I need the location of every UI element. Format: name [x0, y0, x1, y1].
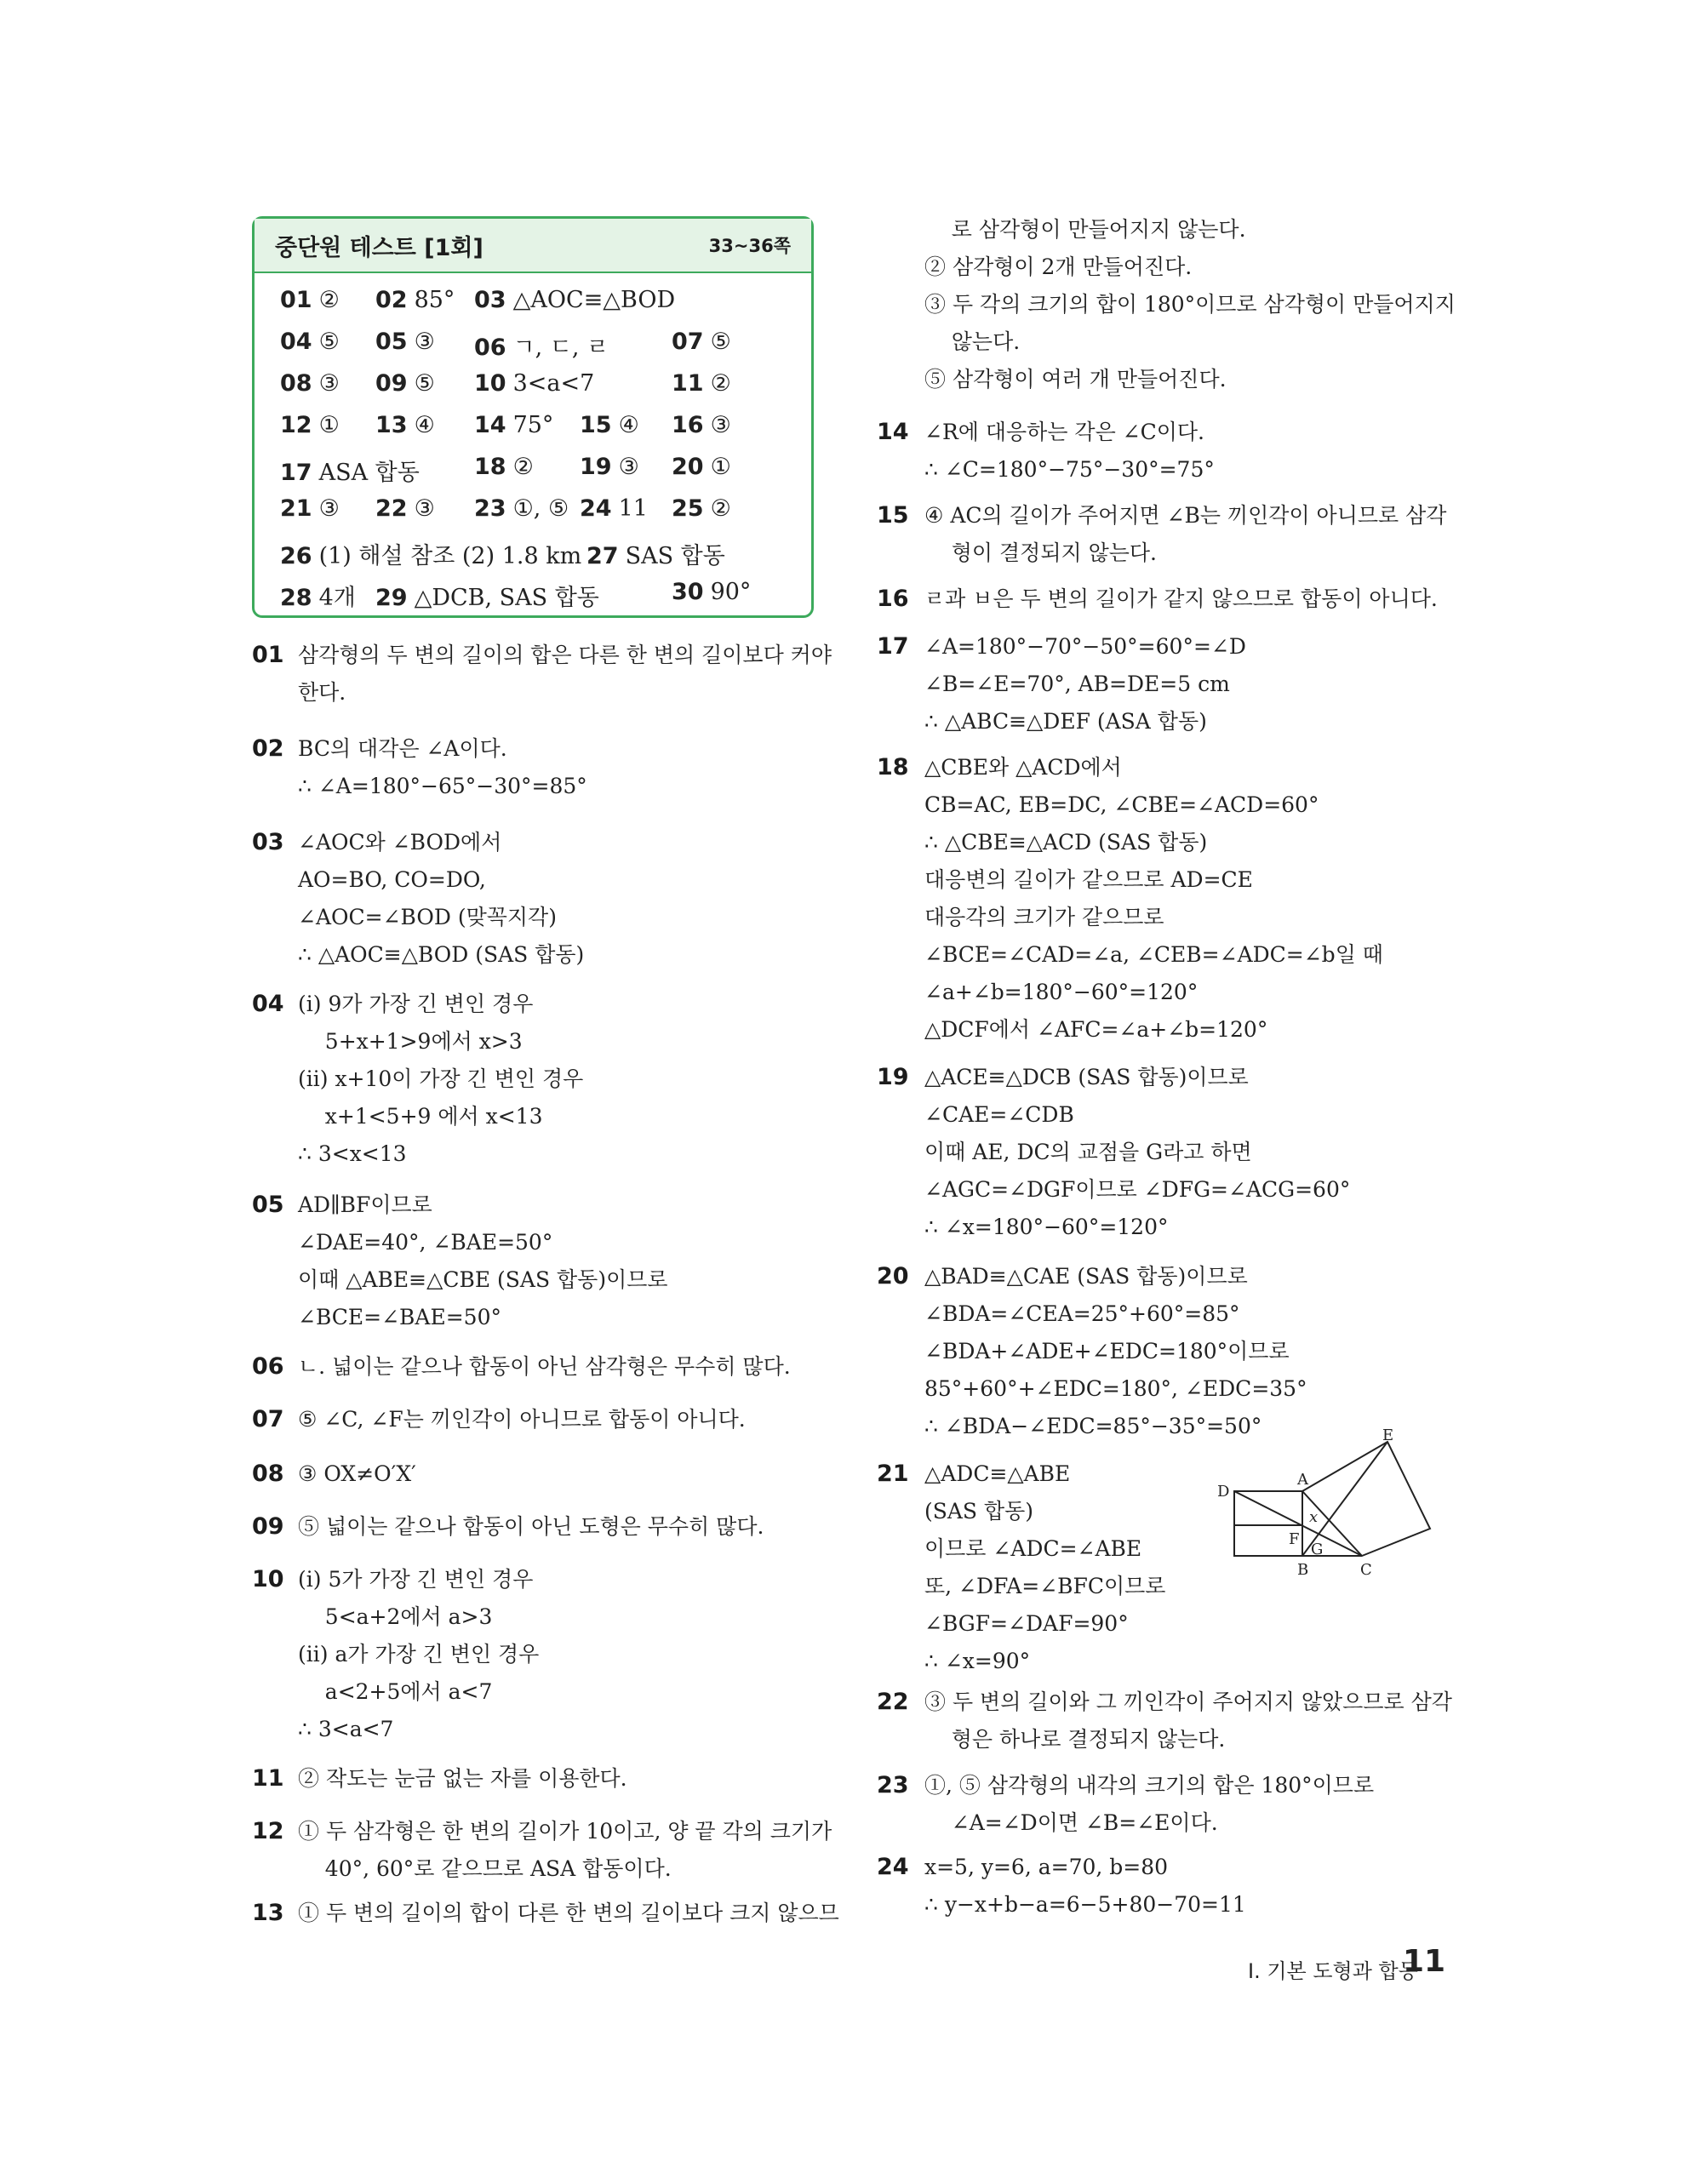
answer-item: [280, 412, 340, 438]
solution-body: [298, 1895, 839, 1932]
solution-line: ∠DAE=40°, ∠BAE=50°: [298, 1230, 553, 1255]
answer-number: 12: [280, 412, 312, 438]
answer-item: [280, 370, 340, 397]
answer-number: 15: [580, 412, 612, 438]
solution-number: 08: [252, 1461, 284, 1487]
answer-value: ㄱ, ㄷ, ㄹ: [512, 334, 609, 361]
solution-number: 16: [877, 586, 909, 612]
solution-line: ∴ △ABC≡△DEF (ASA 합동): [924, 709, 1207, 734]
solution-line: △DCF에서 ∠AFC=∠a+∠b=120°: [924, 1017, 1268, 1042]
solution-number: 03: [252, 829, 284, 855]
geometry-figure: [1207, 1426, 1445, 1621]
answer-number: 05: [375, 329, 408, 355]
solution-line: ④ AC의 길이가 주어지면 ∠B는 끼인각이 아니므로 삼각: [924, 503, 1447, 528]
answer-number: 26: [280, 543, 312, 569]
answer-number: 10: [474, 370, 506, 397]
answer-item: [474, 495, 569, 522]
solution-number: 10: [252, 1566, 284, 1592]
answer-item: [280, 287, 340, 313]
solution-body: [924, 1258, 1469, 1445]
answer-value: ④: [414, 412, 435, 438]
solution-line: ② 작도는 눈금 없는 자를 이용한다.: [298, 1766, 627, 1791]
answer-value: ②: [318, 287, 340, 313]
answer-value: 90°: [710, 579, 752, 605]
solution-line: a<2+5에서 a<7: [298, 1679, 493, 1704]
solution-body: [298, 1813, 832, 1888]
solution-line: ∴ ∠x=180°−60°=120°: [924, 1215, 1169, 1239]
solution-line: 한다.: [298, 680, 346, 705]
answer-number: 22: [375, 495, 408, 522]
solution-line: x=5, y=6, a=70, b=80: [924, 1855, 1169, 1879]
solution-body: [298, 1186, 809, 1336]
answer-item: [375, 495, 435, 522]
answer-item: [672, 579, 751, 605]
solution-line: 40°, 60°로 같으므로 ASA 합동이다.: [298, 1856, 672, 1881]
solution-number: 11: [252, 1765, 284, 1792]
answer-value: ④: [618, 412, 639, 438]
answer-value: ③: [414, 495, 435, 522]
label-d: D: [1217, 1483, 1230, 1501]
answer-number: 02: [375, 287, 408, 313]
answer-number: 01: [280, 287, 312, 313]
answer-box-page-range: 33~36쪽: [708, 236, 791, 256]
solution-number: 01: [252, 642, 284, 668]
solution-line: ∠AOC와 ∠BOD에서: [298, 830, 502, 855]
solution-line: ㄴ. 넓이는 같으나 합동이 아닌 삼각형은 무수히 많다.: [298, 1354, 791, 1379]
answer-value: 11: [618, 495, 648, 522]
answer-item: [474, 329, 609, 362]
solution-line: ∠AOC=∠BOD (맞꼭지각): [298, 905, 557, 929]
answer-number: 13: [375, 412, 408, 438]
solution-line: AO=BO, CO=DO,: [298, 867, 486, 892]
solution-line: ① 두 삼각형은 한 변의 길이가 10이고, 양 끝 각의 크기가: [298, 1819, 832, 1844]
answer-item: [474, 287, 675, 313]
answer-item: [280, 454, 420, 487]
solution-line: ∠a+∠b=180°−60°=120°: [924, 980, 1199, 1004]
solution-line: ∠B=∠E=70°, AB=DE=5 cm: [924, 672, 1230, 696]
solution-number: 07: [252, 1406, 284, 1432]
solution-line: ⑤ 삼각형이 여러 개 만들어진다.: [924, 367, 1227, 392]
solution-line: △CBE와 △ACD에서: [924, 755, 1122, 780]
solution-line: (ⅰ) 5가 가장 긴 변인 경우: [298, 1567, 534, 1592]
answer-value: 85°: [414, 287, 455, 313]
answer-value: ②: [512, 454, 534, 480]
answer-number: 16: [672, 412, 704, 438]
solution-body: [298, 637, 832, 712]
answer-number: 29: [375, 585, 408, 611]
solution-line: ∠BDA+∠ADE+∠EDC=180°이므로: [924, 1339, 1290, 1364]
answer-number: 08: [280, 370, 312, 397]
solution-number: 15: [877, 502, 909, 529]
answer-value: ②: [710, 370, 731, 397]
solution-body: [298, 1401, 809, 1438]
solution-line: ⑤ ∠C, ∠F는 끼인각이 아니므로 합동이 아니다.: [298, 1407, 746, 1432]
label-g: G: [1311, 1541, 1324, 1558]
solution-line: 이므로 ∠ADC=∠ABE: [924, 1536, 1142, 1561]
solution-body: [298, 986, 809, 1173]
solution-number: 05: [252, 1192, 284, 1218]
answer-item: [580, 454, 639, 480]
answer-item: [580, 412, 639, 438]
label-b: B: [1297, 1561, 1309, 1579]
solution-number: 21: [877, 1461, 909, 1487]
label-c: C: [1360, 1561, 1372, 1579]
answer-value: ⑤: [414, 370, 435, 397]
answer-box-title: 중단원 테스트 [1회]: [275, 234, 483, 261]
solution-line: △BAD≡△CAE (SAS 합동)이므로: [924, 1264, 1248, 1289]
label-f: F: [1289, 1530, 1300, 1548]
segment-be: [1302, 1442, 1387, 1556]
solution-number: 17: [877, 633, 909, 660]
answer-number: 21: [280, 495, 312, 522]
solution-line: (ⅰ) 9가 가장 긴 변인 경우: [298, 992, 534, 1016]
solution-body: [924, 1684, 1469, 1758]
answer-item: [586, 537, 725, 570]
solution-line: ② 삼각형이 2개 만들어진다.: [924, 254, 1193, 279]
solution-body: [924, 749, 1469, 1049]
answer-value: SAS 합동: [625, 543, 725, 569]
solution-line: x+1<5+9 에서 x<13: [298, 1104, 543, 1129]
solution-line: 이때 AE, DC의 교점을 G라고 하면: [924, 1140, 1252, 1164]
solution-line: 로 삼각형이 만들어지지 않는다.: [924, 217, 1246, 242]
answer-number: 30: [672, 579, 704, 605]
solution-line: ∠AGC=∠DGF이므로 ∠DFG=∠ACG=60°: [924, 1177, 1351, 1202]
solution-line: ∴ △AOC≡△BOD (SAS 합동): [298, 942, 585, 967]
solution-line: ∠BGF=∠DAF=90°: [924, 1611, 1129, 1636]
solution-line: 85°+60°+∠EDC=180°, ∠EDC=35°: [924, 1376, 1307, 1401]
solution-number: 09: [252, 1513, 284, 1540]
answer-value: ③: [414, 329, 435, 355]
answer-item: [280, 579, 356, 612]
solution-line: (SAS 합동): [924, 1499, 1034, 1524]
solution-line: ㄹ과 ㅂ은 두 변의 길이가 같지 않으므로 합동이 아니다.: [924, 586, 1438, 611]
solution-number: 22: [877, 1689, 909, 1715]
answer-item: [375, 287, 455, 313]
answer-number: 07: [672, 329, 704, 355]
answer-value: ③: [618, 454, 639, 480]
answer-value: ①: [710, 454, 731, 480]
solution-number: 18: [877, 754, 909, 780]
answer-value: △DCB, SAS 합동: [414, 585, 599, 611]
label-e: E: [1382, 1426, 1394, 1444]
solution-line: ∴ 3<x<13: [298, 1141, 407, 1166]
solution-line: AD∥BF이므로: [298, 1192, 432, 1217]
answer-value: ③: [318, 495, 340, 522]
solution-body: [924, 1059, 1469, 1246]
answer-item: [672, 329, 731, 355]
solution-line: 대응각의 크기가 같으므로: [924, 905, 1164, 929]
answer-item: [474, 454, 534, 480]
answer-item: [375, 579, 599, 612]
solution-body: [298, 1561, 809, 1748]
solution-line: (ⅱ) x+10이 가장 긴 변인 경우: [298, 1066, 584, 1091]
solution-body: [298, 1455, 809, 1493]
solution-body: [924, 414, 1469, 489]
answer-number: 27: [586, 543, 619, 569]
footer-section-label: Ⅰ. 기본 도형과 합동: [1248, 1959, 1418, 1983]
solution-body: [924, 1767, 1469, 1842]
solution-line: ③ 두 변의 길이와 그 끼인각이 주어지지 않았으므로 삼각: [924, 1689, 1452, 1714]
solution-body: [924, 497, 1469, 572]
answer-number: 23: [474, 495, 506, 522]
page-number: 11: [1403, 1944, 1446, 1979]
answer-value: ③: [318, 370, 340, 397]
answer-number: 25: [672, 495, 704, 522]
answer-value: 3<a<7: [512, 370, 595, 397]
solution-body: [924, 211, 1469, 398]
answer-item: [375, 370, 435, 397]
answer-number: 18: [474, 454, 506, 480]
solution-number: 06: [252, 1353, 284, 1380]
answer-item: [280, 329, 340, 355]
label-a: A: [1297, 1471, 1308, 1489]
solution-line: 5<a+2에서 a>3: [298, 1604, 493, 1629]
answer-number: 04: [280, 329, 312, 355]
solution-line: ∠A=∠D이면 ∠B=∠E이다.: [924, 1810, 1218, 1835]
answer-value: ③: [710, 412, 731, 438]
solution-line: ∠BCE=∠CAD=∠a, ∠CEB=∠ADC=∠b일 때: [924, 942, 1383, 967]
solution-line: (ⅱ) a가 가장 긴 변인 경우: [298, 1642, 540, 1667]
answer-value: ⑤: [710, 329, 731, 355]
solution-number: 12: [252, 1818, 284, 1844]
label-x: x: [1309, 1508, 1319, 1526]
solution-number: 24: [877, 1854, 909, 1880]
solution-line: 대응변의 길이가 같으므로 AD=CE: [924, 867, 1253, 892]
solution-number: 14: [877, 419, 909, 445]
solution-line: BC의 대각은 ∠A이다.: [298, 736, 507, 761]
answer-number: 19: [580, 454, 612, 480]
solution-body: [298, 824, 809, 974]
solution-line: ⑤ 넓이는 같으나 합동이 아닌 도형은 무수히 많다.: [298, 1514, 764, 1539]
solution-line: ∴ y−x+b−a=6−5+80−70=11: [924, 1892, 1246, 1917]
solution-body: [924, 628, 1469, 740]
answer-number: 14: [474, 412, 506, 438]
solution-number: 19: [877, 1064, 909, 1090]
solution-body: [298, 730, 809, 805]
solution-line: ∠R에 대응하는 각은 ∠C이다.: [924, 420, 1204, 444]
answer-item: [375, 412, 435, 438]
solution-line: 이때 △ABE≡△CBE (SAS 합동)이므로: [298, 1267, 668, 1292]
answer-item: [280, 537, 581, 570]
answer-item: [672, 412, 731, 438]
answer-value: ⑤: [318, 329, 340, 355]
solution-line: ①, ⑤ 삼각형의 내각의 크기의 합은 180°이므로: [924, 1773, 1375, 1798]
solution-line: ∴ △CBE≡△ACD (SAS 합동): [924, 830, 1208, 855]
answer-number: 17: [280, 460, 312, 486]
solution-body: [924, 580, 1469, 618]
answer-value: △AOC≡△BOD: [512, 287, 676, 313]
solution-line: 형이 결정되지 않는다.: [924, 540, 1157, 565]
answer-box-header: [255, 219, 811, 273]
answer-item: [474, 412, 553, 438]
solution-line: ③ OX≠O′X′: [298, 1461, 416, 1486]
answer-item: [375, 329, 435, 355]
answer-box: [252, 216, 814, 618]
answer-value: ②: [710, 495, 731, 522]
answer-item: [580, 495, 648, 522]
solution-number: 04: [252, 991, 284, 1017]
solution-line: 5+x+1>9에서 x>3: [298, 1029, 523, 1054]
solution-body: [924, 1849, 1469, 1924]
solution-line: 형은 하나로 결정되지 않는다.: [924, 1727, 1226, 1752]
answer-number: 28: [280, 585, 312, 611]
solution-line: ∴ ∠BDA−∠EDC=85°−35°=50°: [924, 1414, 1262, 1438]
solution-line: ③ 두 각의 크기의 합이 180°이므로 삼각형이 만들어지지: [924, 292, 1456, 317]
solution-line: ① 두 변의 길이의 합이 다른 한 변의 길이보다 크지 않으므: [298, 1901, 839, 1925]
answer-number: 06: [474, 334, 506, 361]
answer-value: 4개: [318, 585, 356, 611]
solution-body: [298, 1508, 809, 1546]
solution-line: ∴ ∠A=180°−65°−30°=85°: [298, 774, 587, 798]
solution-number: 20: [877, 1263, 909, 1289]
solution-body: [298, 1348, 809, 1386]
square-ace: [1302, 1442, 1430, 1556]
answer-number: 24: [580, 495, 612, 522]
solution-line: CB=AC, EB=DC, ∠CBE=∠ACD=60°: [924, 792, 1319, 817]
answer-value: (1) 해설 참조 (2) 1.8 km: [318, 543, 582, 569]
solution-line: ∴ 3<a<7: [298, 1717, 394, 1741]
solution-line: △ADC≡△ABE: [924, 1461, 1071, 1486]
answer-value: ASA 합동: [318, 460, 420, 486]
solution-line: 또, ∠DFA=∠BFC이므로: [924, 1574, 1166, 1598]
answer-item: [672, 454, 731, 480]
solution-number: 02: [252, 735, 284, 762]
answer-item: [672, 370, 731, 397]
answer-item: [280, 495, 340, 522]
solution-line: △ACE≡△DCB (SAS 합동)이므로: [924, 1065, 1249, 1089]
answer-number: 11: [672, 370, 704, 397]
solution-line: 삼각형의 두 변의 길이의 합은 다른 한 변의 길이보다 커야: [298, 643, 832, 667]
solution-line: ∴ ∠C=180°−75°−30°=75°: [924, 457, 1215, 482]
answer-value: ①, ⑤: [512, 495, 569, 522]
solution-line: ∠BDA=∠CEA=25°+60°=85°: [924, 1301, 1240, 1326]
answer-item: [672, 495, 731, 522]
answer-value: 75°: [512, 412, 554, 438]
solution-line: ∠A=180°−70°−50°=60°=∠D: [924, 634, 1246, 659]
answer-number: 09: [375, 370, 408, 397]
solution-line: ∠CAE=∠CDB: [924, 1102, 1074, 1127]
solution-line: ∴ ∠x=90°: [924, 1649, 1031, 1673]
answer-value: ①: [318, 412, 340, 438]
solution-line: ∠BCE=∠BAE=50°: [298, 1305, 501, 1329]
answer-number: 20: [672, 454, 704, 480]
solution-number: 23: [877, 1772, 909, 1798]
solution-line: 않는다.: [924, 329, 1021, 354]
answer-number: 03: [474, 287, 506, 313]
answer-grid: [255, 273, 811, 619]
solution-number: 13: [252, 1900, 284, 1926]
solution-body: [298, 1760, 809, 1798]
answer-item: [474, 370, 594, 397]
